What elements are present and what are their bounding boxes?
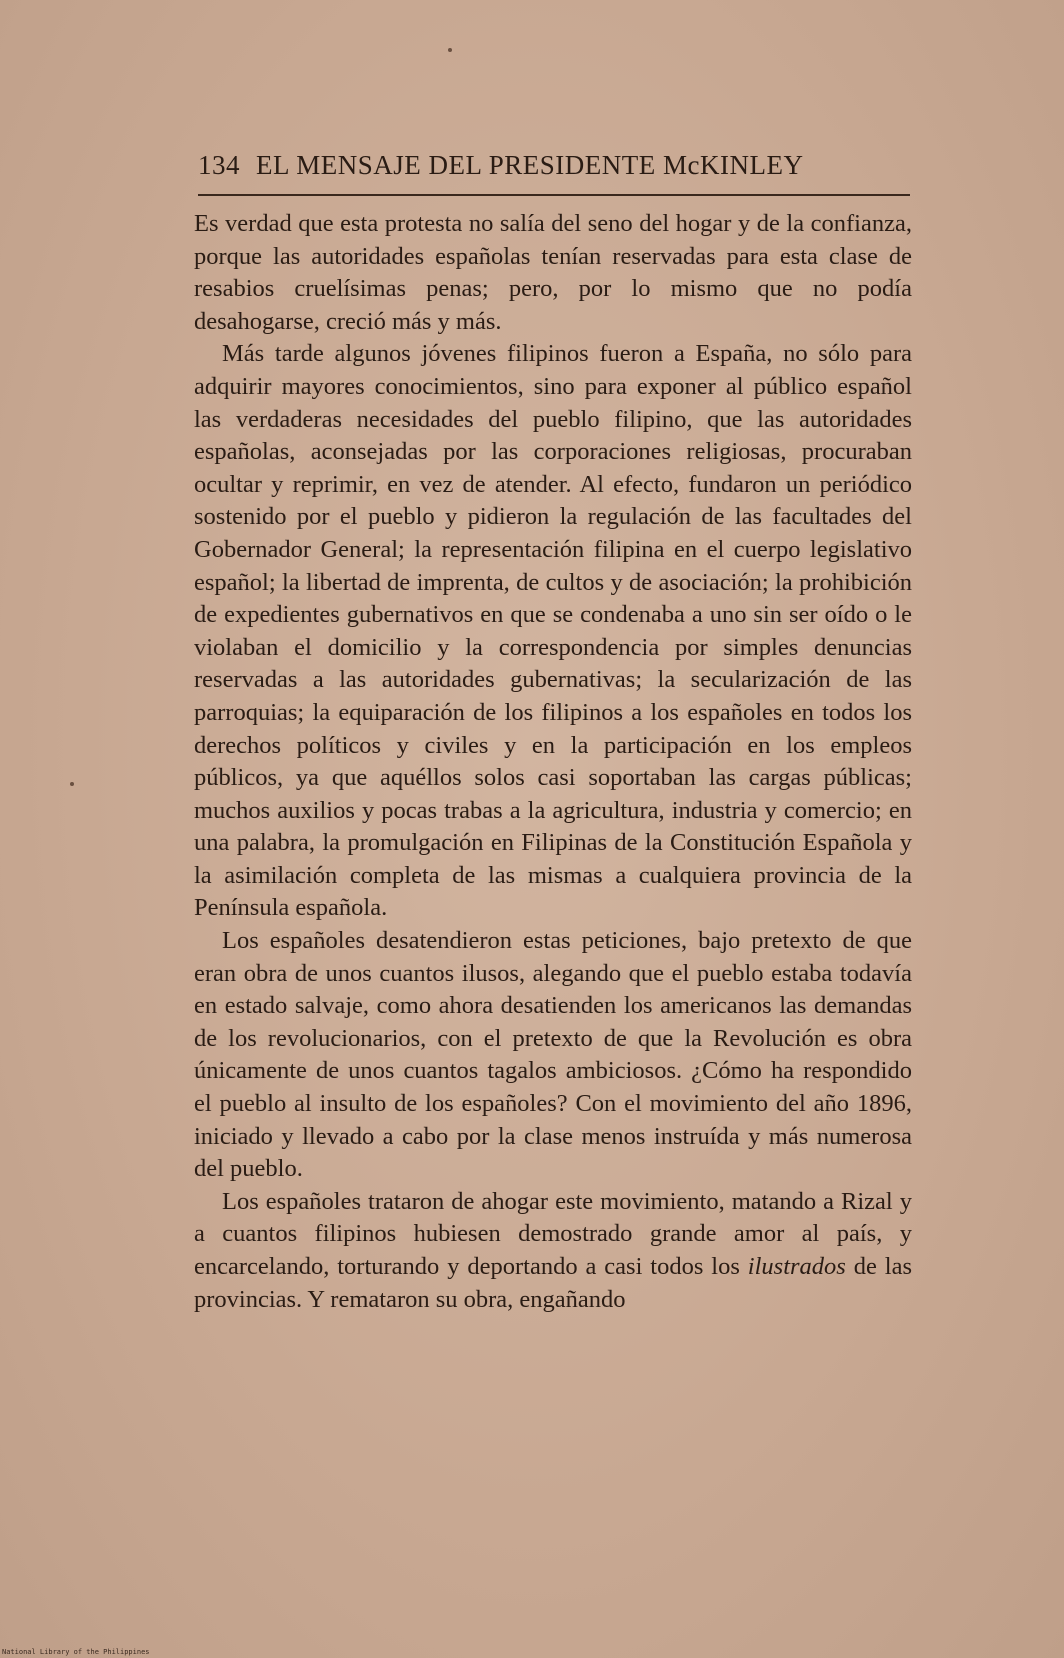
paragraph-text: de las provincias. Y remataron su obra, engañando (194, 1253, 912, 1313)
italic-word: ilustrados (747, 1253, 846, 1280)
paragraph: Es verdad que esta protesta no salía del seno del hogar y de la confianza, porque las autoridades españolas tenían reservadas para esta clase de resabios cruelísimas penas; pero, por lo mismo que no podía desahogarse, creció más y más. (194, 210, 912, 335)
header-rule (198, 194, 910, 196)
running-header (198, 150, 910, 181)
paragraph: Más tarde algunos jóvenes filipinos fueron a España, no sólo para adquirir mayores conocimientos, sino para exponer al público español las verdaderas necesidades del pueblo filipino, que las autoridades españolas, aconsejadas por las corporaciones religiosas, procuraban ocultar y reprimir, en vez de atender. Al efecto, fundaron un periódico sostenido por el pueblo y pidieron la regulación de las facultades del Gobernador General; la representación filipina en el cuerpo legislativo español; la libertad de imprenta, de cultos y de asociación; la prohibición de expedientes gubernativos en que se condenaba a uno sin ser oído o le violaban el domicilio y la correspondencia por simples denuncias reservadas a las autoridades gubernativas; la secularización de las parroquias; la equiparación de los filipinos a los españoles en todos los derechos políticos y civiles y en la participación en los empleos públicos, ya que aquéllos solos casi soportaban las cargas públicas; muchos auxilios y pocas trabas a la agricultura, industria y comercio; en una palabra, la promulgación en Filipinas de la Constitución Española y la asimilación completa de las mismas a cualquiera provincia de la Península española. (194, 340, 912, 922)
running-title: EL MENSAJE DEL PRESIDENTE McKINLEY (256, 150, 804, 180)
page-number: 134 (198, 150, 240, 180)
body-text (194, 208, 912, 1316)
paper-speck (70, 782, 74, 786)
paragraph-text: Los españoles trataron de ahogar este movimiento, matando a Rizal y a cuantos filipinos hubiesen demostrado grande amor al país, y encarcelando, torturando y deportando a casi todos los (194, 1187, 912, 1280)
library-credit: National Library of the Philippines (2, 1648, 150, 1656)
paragraph (194, 1186, 912, 1316)
paragraph: Los españoles desatendieron estas peticiones, bajo pretexto de que eran obra de unos cuantos ilusos, alegando que el pueblo estaba todavía en estado salvaje, como ahora desatienden los americanos las demandas de los revolucionarios, con el pretexto de que la Revolución es obra únicamente de unos cuantos tagalos ambiciosos. ¿Cómo ha respondido el pueblo al insulto de los españoles? Con el movimiento del año 1896, iniciado y llevado a cabo por la clase menos instruída y más numerosa del pueblo. (194, 927, 912, 1183)
paper-speck (448, 48, 452, 52)
